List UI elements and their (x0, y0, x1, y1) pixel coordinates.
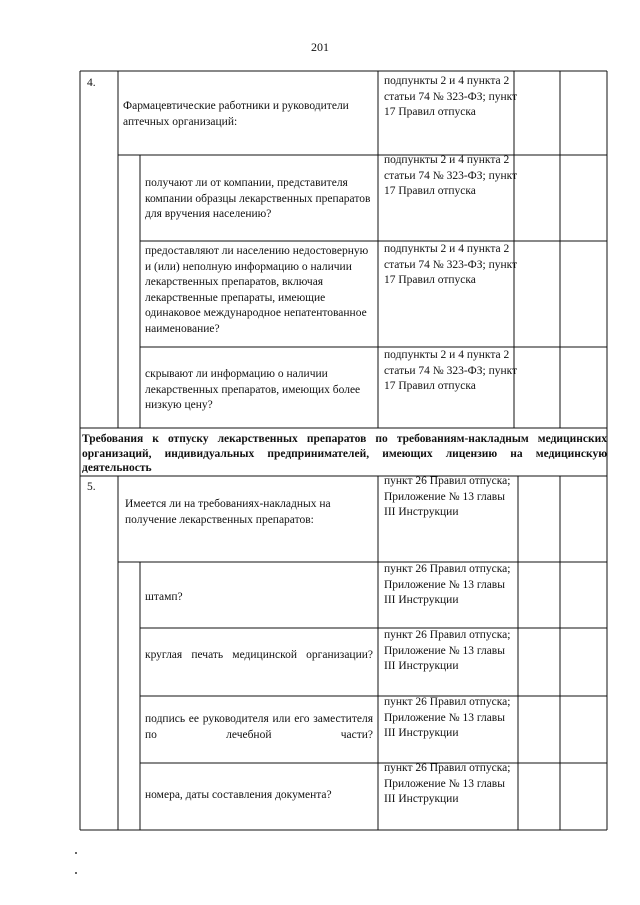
section5-item-4-question: номера, даты составления документа? (145, 789, 332, 801)
row-number-4: 4. (87, 77, 96, 89)
section5-item-1-ref: пункт 26 Правил отпуска; Приложение № 13 главы III Инструкции (384, 563, 511, 606)
scan-speck (75, 852, 77, 854)
row-number-5: 5. (87, 481, 96, 493)
section5-title: Имеется ли на требованиях-накладных на получение лекарственных препаратов: (125, 498, 331, 526)
section-heading: Требования к отпуску лекарственных препаратов по требованиям-накладным медицинских организаций, индивидуальных предпринимателей, имеющих лицензию на медицинскую деятельность (82, 433, 607, 474)
section4-item-1-question: получают ли от компании, представителя компании образцы лекарственных препаратов для вручения населению? (145, 177, 371, 220)
section5-item-3-question: подпись ее руководителя или его заместителя по лечебной части? (145, 713, 373, 741)
section4-title: Фармацевтические работники и руководители аптечных организаций: (123, 100, 349, 128)
section4-title-ref: подпункты 2 и 4 пункта 2 статьи 74 № 323-ФЗ; пункт 17 Правил отпуска (384, 75, 518, 118)
section5-title-ref: пункт 26 Правил отпуска; Приложение № 13 главы III Инструкции (384, 475, 511, 518)
section4-item-2-question: предоставляют ли населению недостоверную и (или) неполную информацию о наличии лекарственных препаратов, включая лекарственные препараты, имеющие одинаковое международное непатентованное наименование? (145, 245, 369, 335)
section5-item-4-ref: пункт 26 Правил отпуска; Приложение № 13 главы III Инструкции (384, 762, 511, 805)
section5-item-2-ref: пункт 26 Правил отпуска; Приложение № 13 главы III Инструкции (384, 629, 511, 672)
section4-item-3-question: скрывают ли информацию о наличии лекарственных препаратов, имеющих более низкую цену? (145, 368, 361, 411)
section5-item-3-ref: пункт 26 Правил отпуска; Приложение № 13 главы III Инструкции (384, 696, 511, 739)
section5-item-2-question: круглая печать медицинской организации? (145, 649, 373, 661)
page-number: 201 (311, 40, 329, 54)
scan-speck (75, 872, 77, 874)
section4-item-1-ref: подпункты 2 и 4 пункта 2 статьи 74 № 323-ФЗ; пункт 17 Правил отпуска (384, 154, 518, 197)
section4-item-3-ref: подпункты 2 и 4 пункта 2 статьи 74 № 323-ФЗ; пункт 17 Правил отпуска (384, 349, 518, 392)
section4-item-2-ref: подпункты 2 и 4 пункта 2 статьи 74 № 323-ФЗ; пункт 17 Правил отпуска (384, 243, 518, 286)
section5-item-1-question: штамп? (145, 591, 183, 603)
